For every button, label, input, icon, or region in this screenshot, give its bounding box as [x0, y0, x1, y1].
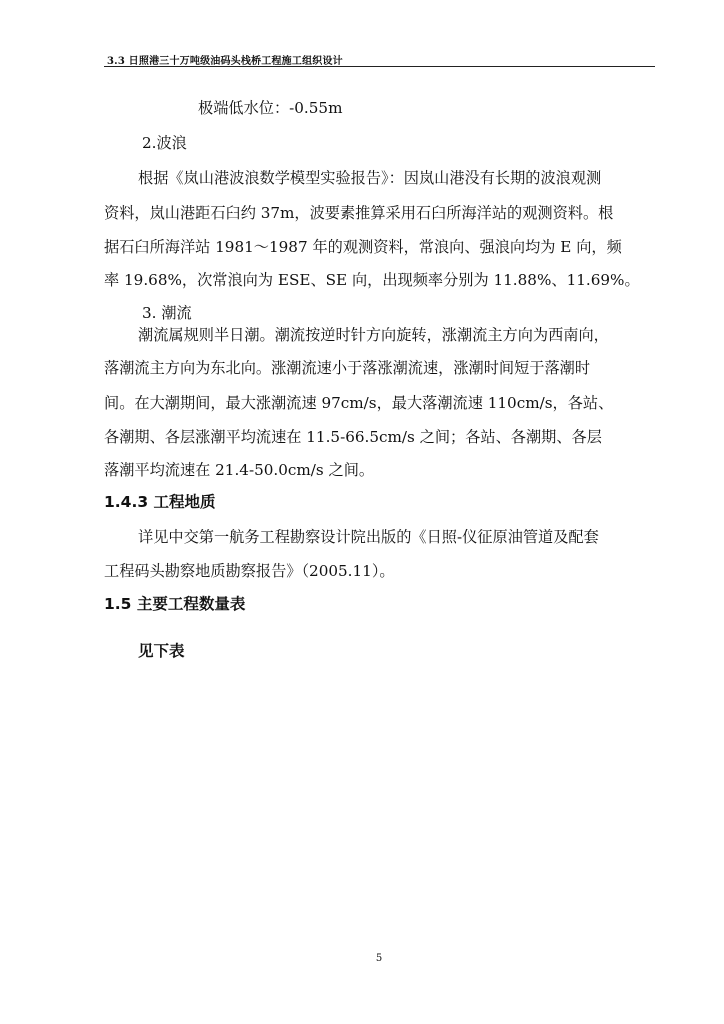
tide-paragraph-line: 落潮平均流速在 21.4-50.0cm/s 之间。 — [104, 461, 375, 479]
geology-paragraph-line: 详见中交第一航务工程勘察设计院出版的《日照-仪征原油管道及配套 — [138, 528, 599, 546]
wave-paragraph-line: 据石臼所海洋站 1981～1987 年的观测资料，常浪向、强浪向均为 E 向，频 — [104, 238, 622, 256]
see-below-text: 见下表 — [138, 642, 185, 660]
running-header-title: 3.3 日照港三十万吨级油码头栈桥工程施工组织设计 — [107, 56, 343, 67]
tide-paragraph-line: 落潮流主方向为东北向。涨潮流速小于落涨潮流速，涨潮时间短于落潮时 — [104, 359, 590, 377]
geology-paragraph-line: 工程码头勘察地质勘察报告》（2005.11）。 — [104, 562, 395, 580]
tide-paragraph-line: 潮流属规则半日潮。潮流按逆时针方向旋转，涨潮流主方向为西南向， — [138, 326, 609, 344]
geology-heading: 1.4.3 工程地质 — [104, 493, 216, 511]
wave-paragraph-line: 根据《岚山港波浪数学模型实验报告》：因岚山港没有长期的波浪观测 — [138, 169, 602, 187]
header-rule — [104, 66, 655, 67]
wave-section-heading: 2.波浪 — [142, 134, 187, 152]
tide-paragraph-line: 各潮期、各层涨潮平均流速在 11.5-66.5cm/s 之间；各站、各潮期、各层 — [104, 428, 602, 446]
quantities-heading: 1.5 主要工程数量表 — [104, 595, 246, 613]
wave-paragraph-line: 资料，岚山港距石臼约 37m，波要素推算采用石臼所海洋站的观测资料。根 — [104, 204, 614, 222]
page-number: 5 — [375, 953, 383, 964]
tide-paragraph-line: 间。在大潮期间，最大涨潮流速 97cm/s，最大落潮流速 110cm/s，各站、 — [104, 394, 614, 412]
lowest-water-level-line: 极端低水位：-0.55m — [198, 99, 343, 117]
wave-paragraph-line: 率 19.68%，次常浪向为 ESE、SE 向，出现频率分别为 11.88%、11.69%。 — [104, 271, 640, 289]
tide-section-heading: 3. 潮流 — [142, 304, 192, 322]
